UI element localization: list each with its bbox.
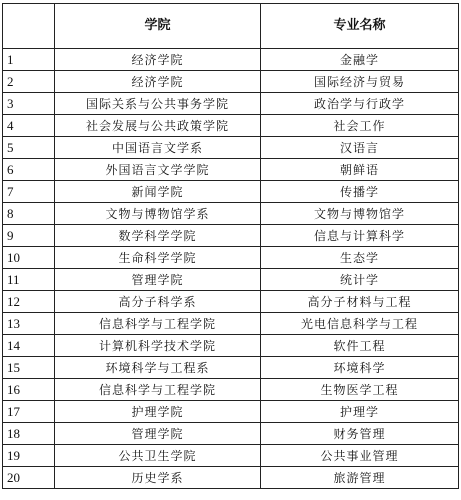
row-major: 金融学 (261, 49, 459, 71)
row-college: 社会发展与公共政策学院 (55, 115, 261, 137)
row-index: 9 (3, 225, 55, 247)
row-major: 国际经济与贸易 (261, 71, 459, 93)
table-row (3, 269, 459, 291)
row-major: 汉语言 (261, 137, 459, 159)
row-index: 11 (3, 269, 55, 291)
row-college: 外国语言文学学院 (55, 159, 261, 181)
majors-table (2, 3, 459, 489)
table-row (3, 291, 459, 313)
row-college: 经济学院 (55, 49, 261, 71)
row-index: 8 (3, 203, 55, 225)
row-index: 18 (3, 423, 55, 445)
row-major: 信息与计算科学 (261, 225, 459, 247)
row-index: 14 (3, 335, 55, 357)
majors-table-container (2, 3, 458, 496)
row-index: 5 (3, 137, 55, 159)
table-row (3, 379, 459, 401)
table-row (3, 335, 459, 357)
row-college: 历史学系 (55, 467, 261, 489)
row-college: 生命科学学院 (55, 247, 261, 269)
table-row (3, 313, 459, 335)
row-major: 朝鲜语 (261, 159, 459, 181)
header-college: 学院 (55, 4, 261, 49)
row-major: 生物医学工程 (261, 379, 459, 401)
row-college: 中国语言文学系 (55, 137, 261, 159)
table-row (3, 423, 459, 445)
row-major: 软件工程 (261, 335, 459, 357)
row-index: 16 (3, 379, 55, 401)
row-college: 高分子科学系 (55, 291, 261, 313)
row-major: 旅游管理 (261, 467, 459, 489)
row-major: 光电信息科学与工程 (261, 313, 459, 335)
row-major: 护理学 (261, 401, 459, 423)
row-major: 政治学与行政学 (261, 93, 459, 115)
row-major: 社会工作 (261, 115, 459, 137)
header-major: 专业名称 (261, 4, 459, 49)
table-row (3, 49, 459, 71)
row-index: 15 (3, 357, 55, 379)
table-row (3, 401, 459, 423)
row-index: 4 (3, 115, 55, 137)
table-header-row (3, 4, 459, 49)
row-college: 数学科学学院 (55, 225, 261, 247)
row-index: 3 (3, 93, 55, 115)
row-college: 新闻学院 (55, 181, 261, 203)
table-row (3, 225, 459, 247)
table-row (3, 93, 459, 115)
row-index: 10 (3, 247, 55, 269)
row-index: 7 (3, 181, 55, 203)
table-row (3, 203, 459, 225)
row-major: 环境科学 (261, 357, 459, 379)
row-college: 国际关系与公共事务学院 (55, 93, 261, 115)
row-college: 信息科学与工程学院 (55, 313, 261, 335)
row-college: 信息科学与工程学院 (55, 379, 261, 401)
row-major: 公共事业管理 (261, 445, 459, 467)
row-college: 公共卫生学院 (55, 445, 261, 467)
row-index: 1 (3, 49, 55, 71)
row-major: 传播学 (261, 181, 459, 203)
row-index: 19 (3, 445, 55, 467)
row-index: 12 (3, 291, 55, 313)
table-row (3, 445, 459, 467)
row-college: 计算机科学技术学院 (55, 335, 261, 357)
row-college: 管理学院 (55, 269, 261, 291)
table-row (3, 181, 459, 203)
table-row (3, 71, 459, 93)
row-college: 文物与博物馆学系 (55, 203, 261, 225)
row-college: 护理学院 (55, 401, 261, 423)
row-major: 高分子材料与工程 (261, 291, 459, 313)
row-index: 6 (3, 159, 55, 181)
row-major: 生态学 (261, 247, 459, 269)
row-college: 环境科学与工程系 (55, 357, 261, 379)
row-major: 文物与博物馆学 (261, 203, 459, 225)
table-row (3, 159, 459, 181)
row-index: 13 (3, 313, 55, 335)
table-row (3, 247, 459, 269)
row-college: 经济学院 (55, 71, 261, 93)
row-major: 统计学 (261, 269, 459, 291)
table-row (3, 467, 459, 489)
table-row (3, 137, 459, 159)
row-college: 管理学院 (55, 423, 261, 445)
header-index (3, 4, 55, 49)
row-major: 财务管理 (261, 423, 459, 445)
row-index: 2 (3, 71, 55, 93)
table-row (3, 357, 459, 379)
table-row (3, 115, 459, 137)
row-index: 17 (3, 401, 55, 423)
row-index: 20 (3, 467, 55, 489)
